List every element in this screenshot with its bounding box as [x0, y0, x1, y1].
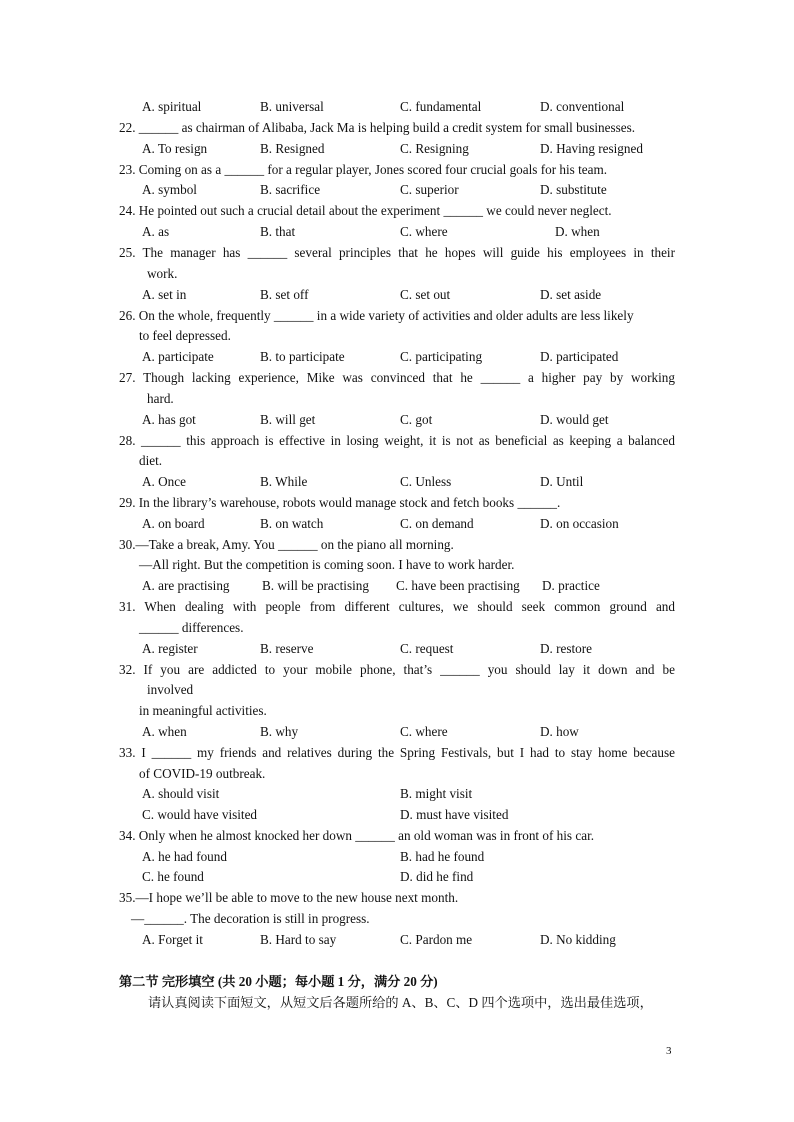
q25-option-b: B. set off [260, 287, 309, 302]
q34-option-b: B. had he found [400, 849, 485, 864]
q26-option-c: C. participating [400, 349, 483, 364]
q22-option-a: A. To resign [142, 141, 208, 156]
q30-option-a: A. are practising [142, 578, 230, 593]
q28-stem: 28. ______ this approach is effective in losing weight, it is not as beneficial as keeping a balanced [119, 433, 675, 448]
q32-option-d: D. how [540, 724, 579, 739]
q26-option-d: D. participated [540, 349, 619, 364]
q22-option-c: C. Resigning [400, 141, 469, 156]
q35-stem: 35.—I hope we’ll be able to move to the new house next month. [119, 890, 459, 905]
q33-option-c: C. would have visited [142, 807, 258, 822]
q30-option-c: C. have been practising [396, 578, 520, 593]
q35-reply: —______. The decoration is still in progress. [131, 911, 370, 926]
q26-stem: 26. On the whole, frequently ______ in a wide variety of activities and older adults are less likely [119, 308, 634, 323]
q35-option-a: A. Forget it [142, 932, 203, 947]
q31-option-b: B. reserve [260, 641, 314, 656]
q27-option-a: A. has got [142, 412, 196, 427]
q35-option-d: D. No kidding [540, 932, 616, 947]
q31-option-d: D. restore [540, 641, 592, 656]
q28-option-b: B. While [260, 474, 308, 489]
q24-stem: 24. He pointed out such a crucial detail about the experiment ______ we could never neglect. [119, 203, 612, 218]
q28-option-d: D. Until [540, 474, 584, 489]
q25-stem: 25. The manager has ______ several principles that he hopes will guide his employees in their [119, 245, 675, 260]
q22-option-b: B. Resigned [260, 141, 325, 156]
q27-option-c: C. got [400, 412, 433, 427]
q21-option-c: C. fundamental [400, 99, 482, 114]
q26-stem-cont: to feel depressed. [139, 328, 231, 343]
q31-stem-cont: ______ differences. [139, 620, 244, 635]
q23-stem: 23. Coming on as a ______ for a regular player, Jones scored four crucial goals for his team. [119, 162, 608, 177]
q29-option-c: C. on demand [400, 516, 474, 531]
q23-option-d: D. substitute [540, 182, 607, 197]
q28-option-c: C. Unless [400, 474, 452, 489]
q31-option-c: C. request [400, 641, 454, 656]
q24-option-c: C. where [400, 224, 448, 239]
q26-option-b: B. to participate [260, 349, 345, 364]
q23-option-b: B. sacrifice [260, 182, 321, 197]
q23-option-c: C. superior [400, 182, 459, 197]
q27-stem-cont: hard. [147, 391, 174, 406]
q29-option-d: D. on occasion [540, 516, 619, 531]
q32-option-b: B. why [260, 724, 299, 739]
q33-option-a: A. should visit [142, 786, 220, 801]
q27-option-d: D. would get [540, 412, 609, 427]
q31-option-a: A. register [142, 641, 198, 656]
q31-stem: 31. When dealing with people from different cultures, we should seek common ground and [119, 599, 675, 614]
q33-stem: 33. I ______ my friends and relatives during the Spring Festivals, but I had to stay home because [119, 745, 675, 760]
q35-option-c: C. Pardon me [400, 932, 473, 947]
q23-option-a: A. symbol [142, 182, 197, 197]
q30-reply: —All right. But the competition is coming soon. I have to work harder. [139, 557, 515, 572]
q22-stem: 22. ______ as chairman of Alibaba, Jack Ma is helping build a credit system for small businesses. [119, 120, 636, 135]
q24-option-d: D. when [555, 224, 600, 239]
page-number: 3 [666, 1045, 672, 1057]
q27-option-b: B. will get [260, 412, 316, 427]
q24-option-b: B. that [260, 224, 296, 239]
q28-option-a: A. Once [142, 474, 186, 489]
q27-stem: 27. Though lacking experience, Mike was convinced that he ______ a higher pay by working [119, 370, 675, 385]
q32-option-a: A. when [142, 724, 187, 739]
q25-stem-cont: work. [147, 266, 178, 281]
q33-option-d: D. must have visited [400, 807, 509, 822]
q34-option-d: D. did he find [400, 869, 474, 884]
q24-option-a: A. as [142, 224, 170, 239]
q32-stem: 32. If you are addicted to your mobile phone, that’s ______ you should lay it down and be [119, 662, 675, 677]
q29-stem: 29. In the library’s warehouse, robots would manage stock and fetch books ______. [119, 495, 561, 510]
q34-option-c: C. he found [142, 869, 204, 884]
q21-option-a: A. spiritual [142, 99, 202, 114]
q32-stem-cont-2: in meaningful activities. [139, 703, 267, 718]
q25-option-a: A. set in [142, 287, 187, 302]
q25-option-d: D. set aside [540, 287, 602, 302]
q35-option-b: B. Hard to say [260, 932, 337, 947]
q29-option-b: B. on watch [260, 516, 324, 531]
section-heading: 第二节 完形填空 (共 20 小题；每小题 1 分，满分 20 分) [119, 974, 438, 989]
q33-option-b: B. might visit [400, 786, 473, 801]
q32-option-c: C. where [400, 724, 448, 739]
q30-option-d: D. practice [542, 578, 600, 593]
q30-option-b: B. will be practising [262, 578, 369, 593]
q22-option-d: D. Having resigned [540, 141, 643, 156]
q26-option-a: A. participate [142, 349, 214, 364]
q21-option-b: B. universal [260, 99, 324, 114]
q34-stem: 34. Only when he almost knocked her down ______ an old woman was in front of his car. [119, 828, 595, 843]
q21-option-d: D. conventional [540, 99, 625, 114]
q25-option-c: C. set out [400, 287, 451, 302]
q32-stem-cont: involved [147, 682, 194, 697]
q29-option-a: A. on board [142, 516, 205, 531]
q30-stem: 30.—Take a break, Amy. You ______ on the piano all morning. [119, 537, 454, 552]
q33-stem-cont: of COVID-19 outbreak. [139, 766, 266, 781]
q28-stem-cont: diet. [139, 453, 163, 468]
q34-option-a: A. he had found [142, 849, 227, 864]
section-instruction: 请认真阅读下面短文，从短文后各题所给的 A、B、C、D 四个选项中，选出最佳选项， [148, 995, 653, 1010]
